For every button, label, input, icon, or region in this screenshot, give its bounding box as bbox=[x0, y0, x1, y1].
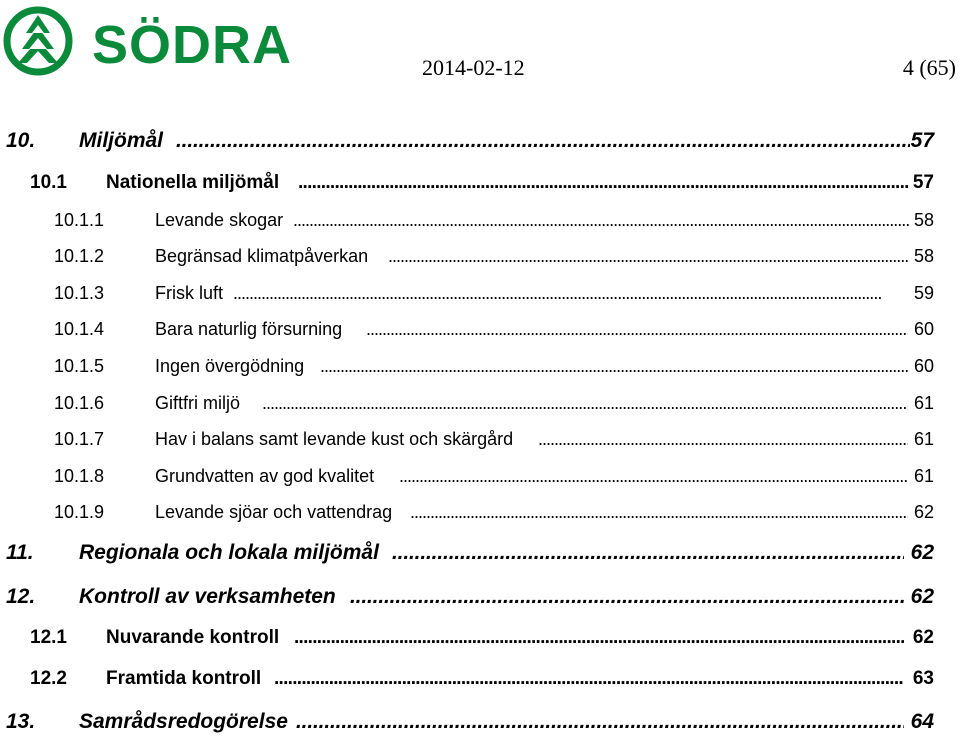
toc-entry[interactable] bbox=[0, 540, 960, 566]
toc-entry[interactable] bbox=[0, 584, 960, 610]
toc-number: 10.1.8 bbox=[54, 466, 105, 486]
toc-entry[interactable] bbox=[0, 355, 960, 377]
toc-leader bbox=[298, 171, 908, 195]
toc-entry[interactable] bbox=[0, 709, 960, 735]
toc-page: 61 bbox=[913, 466, 934, 486]
toc-leader bbox=[294, 626, 904, 650]
toc-leader bbox=[293, 209, 909, 231]
toc-entry[interactable] bbox=[0, 128, 960, 154]
toc-page: 62 bbox=[913, 502, 934, 522]
toc-number: 10.1.3 bbox=[54, 283, 105, 303]
toc-title: Nationella miljömål bbox=[106, 172, 280, 193]
toc-number: 12.1 bbox=[30, 627, 67, 648]
toc-entry[interactable] bbox=[0, 465, 960, 487]
toc-title: Miljömål bbox=[79, 129, 164, 152]
toc-title: Regionala och lokala miljömål bbox=[79, 541, 379, 564]
toc-title: Giftfri miljö bbox=[155, 393, 240, 413]
toc-title: Levande skogar bbox=[155, 210, 284, 230]
toc-title: Levande sjöar och vattendrag bbox=[155, 502, 393, 522]
toc-number: 10.1.5 bbox=[54, 356, 105, 376]
toc-page: 57 bbox=[910, 129, 934, 152]
toc-leader bbox=[320, 355, 908, 377]
toc-number: 12. bbox=[6, 585, 36, 608]
toc-leader bbox=[350, 584, 904, 610]
toc-number: 12.2 bbox=[30, 668, 67, 689]
toc-title: Hav i balans samt levande kust och skärgård bbox=[155, 429, 514, 449]
toc-number: 10.1 bbox=[30, 172, 67, 193]
toc-entry[interactable] bbox=[0, 667, 960, 691]
toc-leader bbox=[296, 709, 904, 735]
toc-page: 59 bbox=[913, 283, 934, 303]
toc-entry[interactable] bbox=[0, 626, 960, 650]
page-number: 4 (65) bbox=[902, 55, 956, 80]
toc-number: 10. bbox=[6, 129, 36, 152]
toc-leader bbox=[392, 540, 904, 566]
toc-title: Kontroll av verksamheten bbox=[79, 585, 336, 608]
document-date: 2014-02-12 bbox=[422, 55, 525, 80]
toc-page: 57 bbox=[912, 172, 934, 193]
toc-number: 13. bbox=[6, 710, 36, 733]
toc-number: 10.1.2 bbox=[54, 246, 105, 266]
toc-page: 60 bbox=[913, 356, 934, 376]
toc-number: 10.1.9 bbox=[54, 502, 105, 522]
toc-page: 62 bbox=[910, 541, 934, 564]
toc-page: 61 bbox=[913, 429, 934, 449]
toc-page: 61 bbox=[913, 393, 934, 413]
toc-entry[interactable] bbox=[0, 392, 960, 414]
toc-leader bbox=[176, 128, 910, 154]
toc-entry[interactable] bbox=[0, 171, 960, 195]
toc-entry[interactable] bbox=[0, 428, 960, 450]
toc-page: 63 bbox=[912, 668, 934, 689]
toc-title: Begränsad klimatpåverkan bbox=[155, 246, 369, 266]
toc-entry[interactable] bbox=[0, 501, 960, 523]
toc-page: 62 bbox=[912, 627, 934, 648]
toc-leader bbox=[399, 465, 908, 487]
toc-title: Grundvatten av god kvalitet bbox=[155, 466, 375, 486]
toc-title: Ingen övergödning bbox=[155, 356, 305, 376]
toc-number: 10.1.1 bbox=[54, 210, 105, 230]
toc-page: 64 bbox=[910, 710, 934, 733]
toc-page: 58 bbox=[913, 246, 934, 266]
toc-leader bbox=[262, 392, 908, 414]
toc-entry[interactable] bbox=[0, 282, 960, 304]
brand-wordmark: SÖDRA bbox=[92, 15, 293, 75]
toc-entry[interactable] bbox=[0, 209, 960, 231]
toc-number: 11. bbox=[6, 541, 34, 564]
toc-leader bbox=[274, 667, 904, 691]
toc-leader bbox=[366, 318, 908, 340]
toc-entry[interactable] bbox=[0, 245, 960, 267]
toc-page: 58 bbox=[913, 210, 934, 230]
toc-title: Nuvarande kontroll bbox=[106, 627, 280, 648]
toc-entry[interactable] bbox=[0, 318, 960, 340]
toc-leader bbox=[233, 282, 909, 304]
toc-number: 10.1.7 bbox=[54, 429, 105, 449]
toc-title: Samrådsredogörelse bbox=[79, 710, 288, 733]
toc-page: 60 bbox=[913, 319, 934, 339]
toc-number: 10.1.4 bbox=[54, 319, 105, 339]
toc-title: Bara naturlig försurning bbox=[155, 319, 343, 339]
toc-title: Frisk luft bbox=[155, 283, 224, 303]
toc-title: Framtida kontroll bbox=[106, 668, 262, 689]
toc-page: 62 bbox=[910, 585, 934, 608]
toc-leader bbox=[410, 501, 908, 523]
toc-number: 10.1.6 bbox=[54, 393, 105, 413]
toc-leader bbox=[388, 245, 908, 267]
toc-leader bbox=[538, 428, 908, 450]
